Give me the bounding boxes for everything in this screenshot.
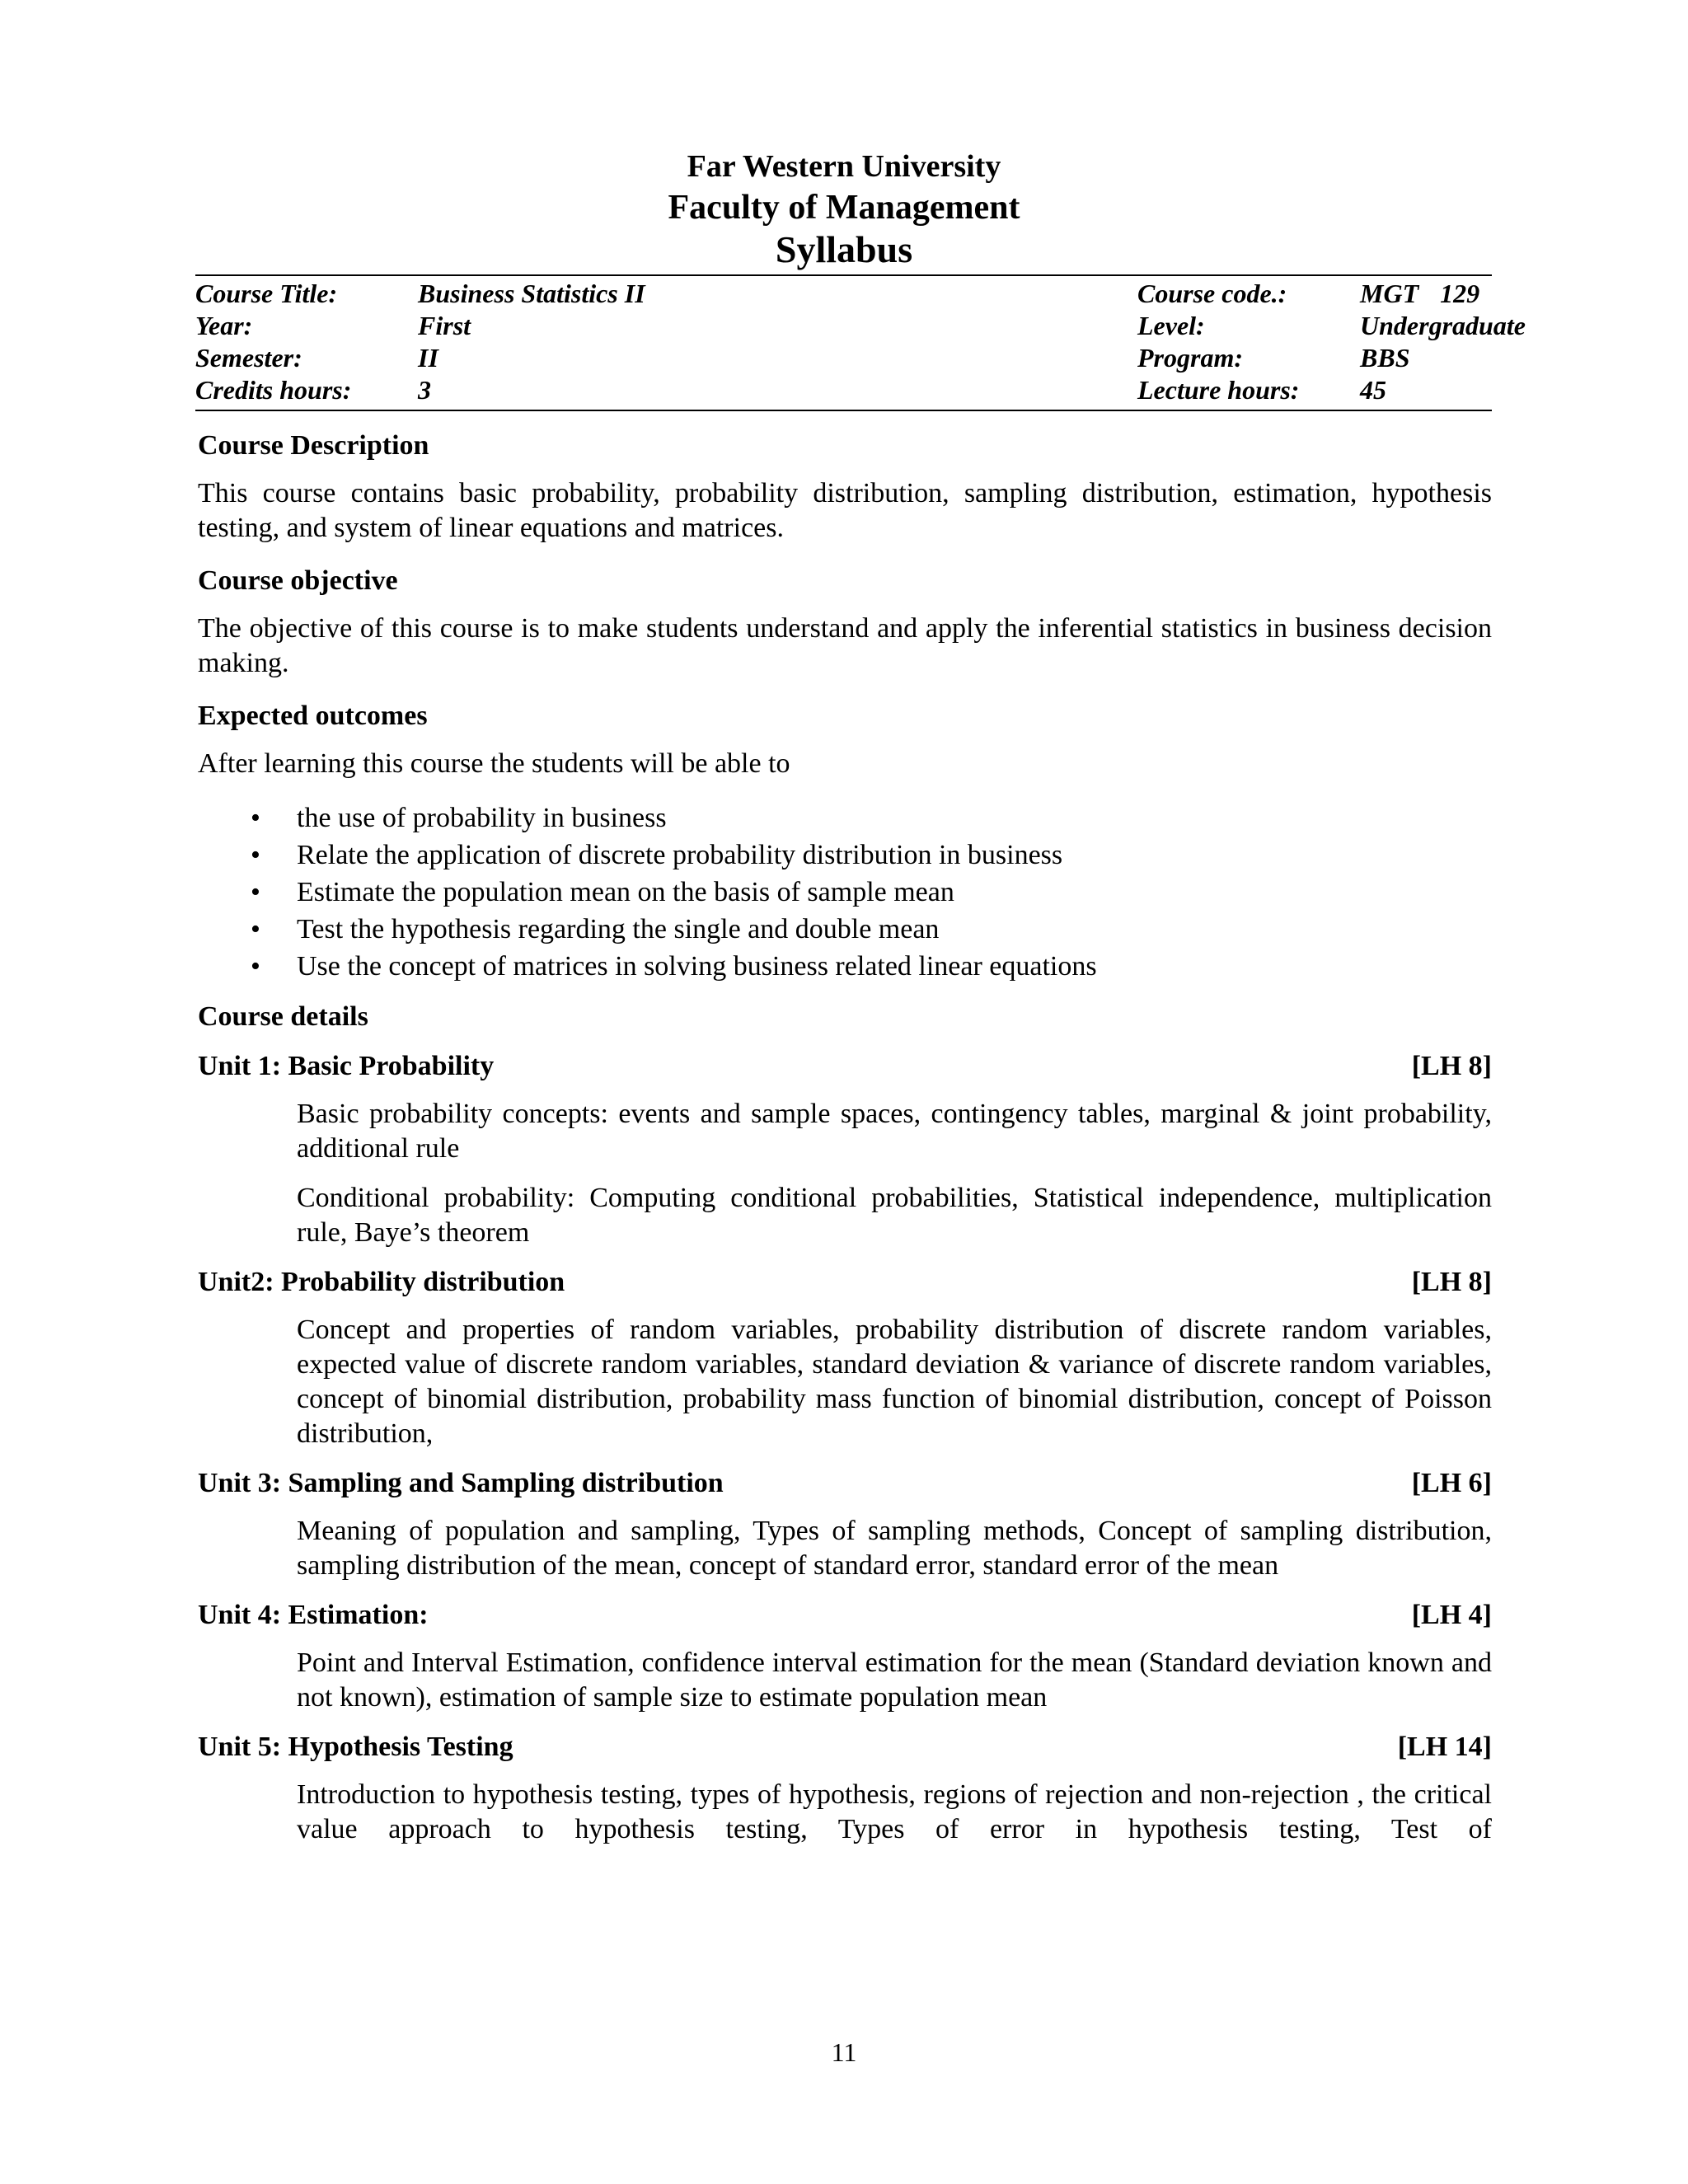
- unit-description: Concept and properties of random variables, probability distribution of discrete random variables, expected value of discrete random variables, standard deviation & variance of discrete random variables, concept of binomial distribution, probability mass function of binomial distribution, concept of Poisson distribution,: [297, 1315, 1492, 1449]
- syllabus-content: [198, 429, 1492, 1862]
- list-item: • the use of probability in business: [297, 799, 1492, 837]
- description-text: This course contains basic probability, probability distribution, sampling distribution, estimation, hypothesis testing, and system of linear equations and matrices.: [198, 478, 1492, 543]
- details-heading: Course details: [198, 1001, 368, 1032]
- unit-title: Unit 3: Sampling and Sampling distribution: [198, 1468, 724, 1498]
- course-info-row: [195, 342, 1492, 374]
- course-info-table: [195, 274, 1526, 411]
- unit-heading: [198, 1049, 1492, 1084]
- program-value: BBS: [1360, 343, 1410, 373]
- year-label: Year:: [195, 311, 253, 340]
- unit-heading: [198, 1730, 1492, 1765]
- lecture-hours-value: 45: [1360, 375, 1386, 405]
- level-value: Undergraduate: [1360, 311, 1526, 340]
- credit-hours-label: Credits hours:: [195, 375, 352, 405]
- objective-text: The objective of this course is to make students understand and apply the inferential statistics in business decision making.: [198, 613, 1492, 678]
- course-code-value: MGT 129: [1360, 279, 1480, 308]
- unit-title: Unit 1: Basic Probability: [198, 1051, 495, 1081]
- unit-heading: [198, 1598, 1492, 1633]
- unit-title: Unit2: Probability distribution: [198, 1267, 565, 1297]
- unit-description: Point and Interval Estimation, confidence interval estimation for the mean (Standard deviation known and not known), estimation of sample size to estimate population mean: [297, 1647, 1492, 1713]
- list-item: • Estimate the population mean on the basis of sample mean: [297, 874, 1492, 911]
- list-item: • Relate the application of discrete probability distribution in business: [297, 837, 1492, 874]
- unit-hours: [LH 8]: [1411, 1267, 1492, 1297]
- document-header: [0, 147, 1688, 270]
- course-title-value: Business Statistics II: [418, 279, 645, 308]
- outcomes-list: [198, 799, 1492, 985]
- semester-label: Semester:: [195, 343, 302, 373]
- unit-heading: [198, 1265, 1492, 1300]
- page-number: 11: [831, 2037, 857, 2067]
- level-label: Level:: [1137, 311, 1205, 340]
- outcomes-intro: After learning this course the students will be able to: [198, 748, 790, 779]
- course-title-label: Course Title:: [195, 279, 338, 308]
- course-info-row: [195, 310, 1526, 342]
- course-info-row: [195, 374, 1492, 406]
- credit-hours-value: 3: [418, 375, 431, 405]
- document-type: Syllabus: [775, 228, 913, 270]
- unit-description: Conditional probability: Computing conditional probabilities, Statistical independence, multiplication rule, Baye’s theorem: [297, 1183, 1492, 1248]
- faculty-name: Faculty of Management: [668, 189, 1020, 227]
- unit-hours: [LH 14]: [1397, 1732, 1492, 1762]
- semester-value: II: [418, 343, 438, 373]
- lecture-hours-label: Lecture hours:: [1137, 375, 1300, 405]
- unit-title: Unit 4: Estimation:: [198, 1600, 429, 1630]
- unit-hours: [LH 8]: [1411, 1051, 1492, 1081]
- course-code-label: Course code.:: [1137, 279, 1287, 308]
- unit-title: Unit 5: Hypothesis Testing: [198, 1732, 513, 1762]
- unit-hours: [LH 6]: [1411, 1468, 1492, 1498]
- list-item: • Use the concept of matrices in solving business related linear equations: [297, 948, 1492, 985]
- list-item: • Test the hypothesis regarding the single and double mean: [297, 911, 1492, 948]
- unit-hours: [LH 4]: [1411, 1600, 1492, 1630]
- university-name: Far Western University: [687, 149, 1001, 184]
- course-info-row: [195, 278, 1492, 310]
- program-label: Program:: [1137, 343, 1243, 373]
- unit-heading: [198, 1466, 1492, 1501]
- objective-heading: Course objective: [198, 565, 398, 596]
- unit-description: Basic probability concepts: events and sample spaces, contingency tables, marginal & joint probability, additional rule: [297, 1099, 1492, 1164]
- unit-description: Meaning of population and sampling, Types of sampling methods, Concept of sampling distribution, sampling distribution of the mean, concept of standard error, standard error of the mean: [297, 1516, 1492, 1581]
- unit-description: Introduction to hypothesis testing, types of hypothesis, regions of rejection and non-rejection , the critical value approach to hypothesis testing, Types of error in hypothesis testing, Test of: [297, 1779, 1492, 1844]
- description-heading: Course Description: [198, 430, 429, 461]
- year-value: First: [418, 311, 471, 340]
- outcomes-heading: Expected outcomes: [198, 701, 428, 731]
